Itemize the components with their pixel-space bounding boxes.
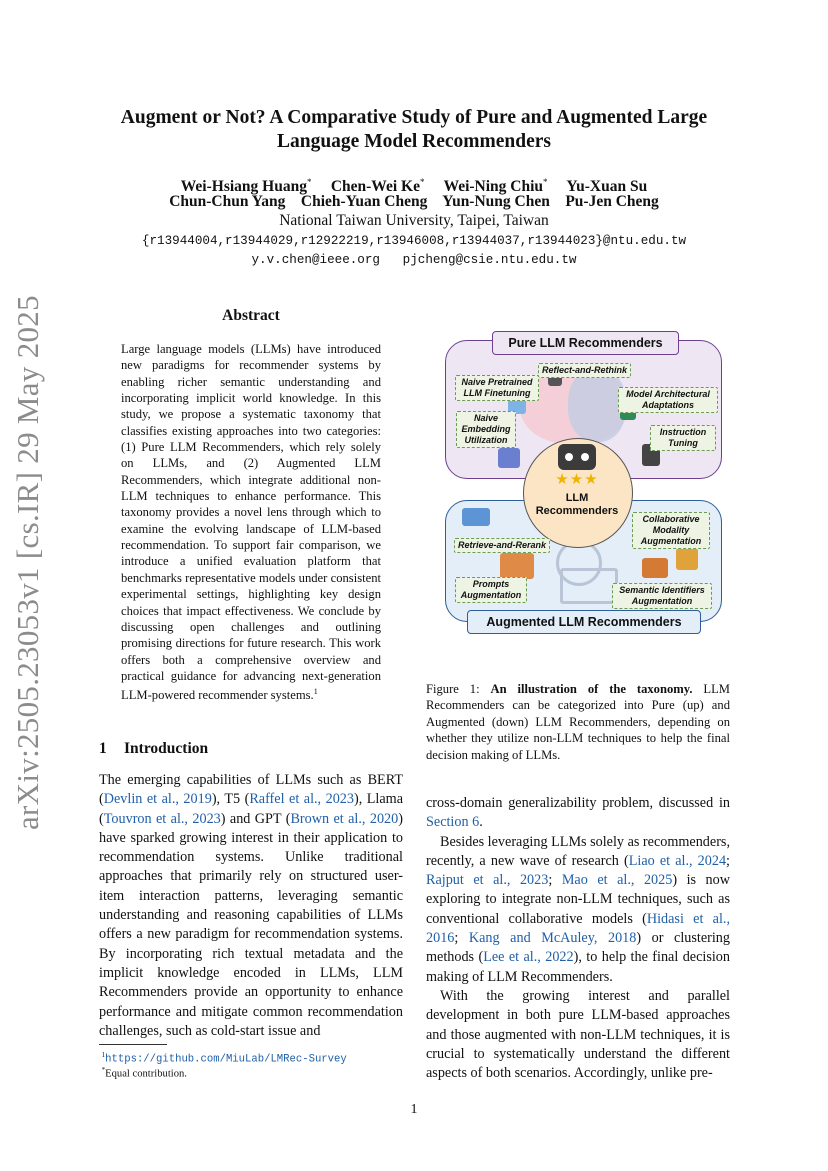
- caption-text: LLM Recommenders can be categorized into Pure (up) and Augmented (down) LLM Recommenders, depending on whether they utilize non-LLM techniques to help the final decision making of LLMs.: [426, 682, 730, 762]
- footnote-2: [99, 1063, 187, 1082]
- center-label-line-2: Recommenders: [535, 505, 619, 517]
- table-icon: [498, 448, 520, 468]
- hierarchy-icon: [642, 558, 668, 578]
- caption-bold: An illustration of the taxonomy.: [490, 682, 693, 696]
- body-text: ) and GPT (: [220, 810, 291, 827]
- citation-link[interactable]: Liao et al., 2024: [628, 852, 727, 869]
- monitor-icon: [560, 568, 618, 604]
- paper-title: [90, 106, 738, 154]
- citation-link[interactable]: Hidasi et al., 2016: [426, 910, 730, 947]
- body-text: The emerging capabilities of LLMs such as BERT (: [99, 772, 403, 808]
- body-text: ) or clustering methods (: [426, 930, 730, 966]
- footnote-ref[interactable]: 1: [313, 687, 318, 697]
- equal-contribution-mark: *: [419, 177, 425, 187]
- author-name: Wei-Hsiang Huang: [180, 178, 307, 196]
- footnote-rule: [99, 1044, 167, 1045]
- emails-line-2: y.v.chen@ieee.org pjcheng@csie.ntu.edu.tw: [251, 253, 577, 267]
- footnote-text: Equal contribution.: [105, 1068, 187, 1080]
- title-line-2: Language Model Recommenders: [276, 131, 552, 152]
- right-paragraph-3: With the growing interest and parallel development in both pure LLM-based approaches and those augmented with non-LLM techniques, it is crucial to systematically understand the different aspects of both scenarios. Accordingly, unlike pre-: [426, 987, 730, 1082]
- body-text: ;: [726, 852, 730, 869]
- section-number: 1: [99, 740, 107, 757]
- citation-link[interactable]: Raffel et al., 2023: [249, 791, 354, 808]
- section-heading: [99, 740, 208, 758]
- author-name: Yu-Xuan Su: [566, 178, 648, 196]
- citation-link[interactable]: Brown et al., 2020: [290, 810, 399, 827]
- title-line-1: Augment or Not? A Comparative Study of Pure and Augmented Large: [120, 107, 708, 128]
- citation-link[interactable]: Lee et al., 2022: [483, 949, 574, 966]
- tag-instruction-tuning: Instruction Tuning: [650, 425, 716, 451]
- body-text: ) is now exploring to integrate non-LLM techniques, such as conventional collaborative models (: [426, 872, 730, 927]
- author-name: Chieh-Yuan Cheng: [300, 193, 428, 210]
- body-text: ;: [548, 872, 562, 889]
- equal-contribution-mark: *: [306, 177, 312, 187]
- tag-collaborative-modality-augmentation: Collaborative Modality Augmentation: [632, 512, 710, 549]
- footnote-mark: *: [101, 1066, 106, 1074]
- pure-llm-recommenders-title: Pure LLM Recommenders: [492, 331, 679, 355]
- abstract-text: Large language models (LLMs) have introduced new paradigms for recommender systems by enabling richer semantic understanding and incorporating implicit world knowledge. In this study, we propose a systematic taxonomy that classifies existing approaches into two categories: (1) Pure LLM Recommenders, which rely solely on LLMs, and (2) Augmented LLM Recommenders, which integrate additional non-LLM techniques to enhance performance. This taxonomy provides a novel lens through which to examine the evolving landscape of LLM-based recommendation. To support fair comparison, we introduce a unified evaluation platform that benchmarks representative models under consistent experimental settings, highlighting key design choices that impact effectiveness. We conclude by discussing open challenges and outlining promising directions for future research. This work offers both a comprehensive overview and practical guidance for advancing next-generation LLM-powered recommender systems.: [121, 342, 381, 703]
- author-name: Chun-Chun Yang: [169, 193, 286, 210]
- body-text: .: [479, 814, 483, 831]
- footnote-url-link[interactable]: https://github.com/MiuLab/LMRec-Survey: [105, 1053, 347, 1066]
- right-paragraph-1: [426, 794, 730, 833]
- author-name: Pu-Jen Cheng: [565, 193, 659, 210]
- body-text: ), T5 (: [211, 791, 250, 808]
- intro-paragraph: [99, 771, 403, 1041]
- intro-right-column: [426, 794, 730, 1083]
- emails-line-1: {r13944004,r13944029,r12922219,r13946008,r13944037,r13944023}@ntu.edu.tw: [141, 234, 687, 248]
- section-title: Introduction: [124, 740, 209, 757]
- citation-link[interactable]: Kang and McAuley, 2018: [468, 930, 637, 947]
- body-text: ) have sparked growing interest in their application to recommendation systems. Unlike traditional approaches that primarily rely on structured user-item interaction patterns, leveraging semantic understanding and reasoning capabilities of LLMs offers a new paradigm for recommendation systems. By incorporating rich textual metadata and the implicit knowledge encoded in LLMs, LLM Recommenders provide an opportunity to enhance performance and mitigate common recommendation challenges, such as cold-start issue and: [99, 810, 403, 1039]
- arxiv-side-identifier: arXiv:2505.23053v1 [cs.IR] 29 May 2025: [10, 295, 45, 830]
- intro-left-column: [99, 771, 403, 1041]
- body-text: ;: [454, 930, 469, 947]
- caption-label: Figure 1:: [426, 682, 480, 696]
- right-paragraph-2: [426, 833, 730, 987]
- citation-link[interactable]: Devlin et al., 2019: [103, 791, 212, 808]
- llm-recommenders-label: [523, 492, 631, 518]
- tag-reflect-and-rethink: Reflect-and-Rethink: [538, 363, 631, 378]
- star-rating-icon: ★★★: [555, 472, 599, 488]
- tag-naive-embedding-utilization: Naive Embedding Utilization: [456, 411, 516, 448]
- body-text: Besides leveraging LLMs solely as recommenders, recently, a new wave of research (: [426, 833, 730, 869]
- tag-semantic-identifiers-augmentation: Semantic Identifiers Augmentation: [612, 583, 712, 609]
- center-label-line-1: LLM: [565, 492, 589, 504]
- author-name: Chen-Wei Ke: [330, 178, 420, 196]
- section-ref-link[interactable]: Section 6: [426, 814, 480, 831]
- body-text: ), Llama (: [99, 791, 403, 827]
- footnote-mark: 1: [101, 1051, 106, 1059]
- body-text: ), to help the final decision making of LLM Recommenders.: [426, 949, 730, 985]
- documents-icon: [500, 553, 534, 579]
- gears-icon: [676, 548, 698, 570]
- authors-row-2: [90, 192, 738, 212]
- tag-prompts-augmentation: Prompts Augmentation: [455, 577, 527, 603]
- abstract-heading: Abstract: [222, 307, 280, 324]
- author-name: Wei-Ning Chiu: [443, 178, 544, 196]
- abstract-body: [121, 341, 381, 704]
- affiliation: National Taiwan University, Taipei, Taiwan: [279, 212, 549, 229]
- tag-retrieve-and-rerank: Retrieve-and-Rerank: [454, 538, 550, 553]
- search-icon: [462, 508, 490, 526]
- citation-link[interactable]: Mao et al., 2025: [561, 872, 673, 889]
- tag-naive-pretrained-llm-finetuning: Naive Pretrained LLM Finetuning: [455, 375, 539, 401]
- robot-icon: [558, 444, 596, 470]
- author-name: Yun-Nung Chen: [442, 193, 550, 210]
- citation-link[interactable]: Touvron et al., 2023: [103, 810, 221, 827]
- augmented-llm-recommenders-title: Augmented LLM Recommenders: [467, 610, 701, 634]
- page-number: 1: [410, 1102, 418, 1117]
- figure-caption: [426, 681, 730, 763]
- citation-link[interactable]: Rajput et al., 2023: [426, 872, 549, 889]
- tag-model-architectural-adaptations: Model Architectural Adaptations: [618, 387, 718, 413]
- body-text: cross-domain generalizability problem, discussed in: [426, 795, 730, 811]
- equal-contribution-mark: *: [543, 177, 548, 187]
